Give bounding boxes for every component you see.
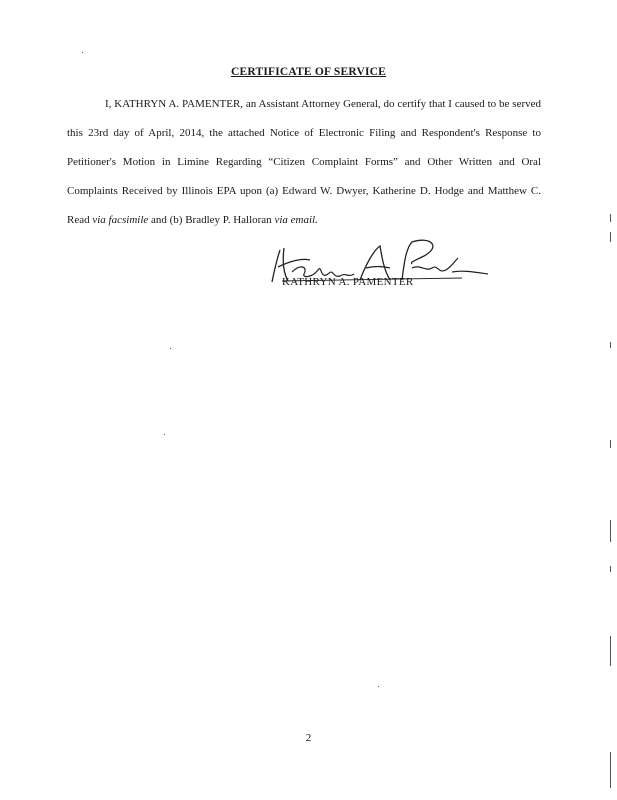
scan-artifact <box>170 348 171 349</box>
scan-artifact <box>610 566 611 572</box>
body-text-part-2: and (b) Bradley P. Halloran <box>148 214 275 226</box>
scan-artifact <box>378 686 379 687</box>
scan-artifact <box>610 520 611 542</box>
scan-artifact <box>610 342 611 348</box>
scan-artifact <box>610 752 611 788</box>
scan-artifact <box>610 232 611 242</box>
scan-artifact <box>82 52 83 53</box>
certificate-title: CERTIFICATE OF SERVICE <box>230 66 387 78</box>
certificate-body <box>67 90 541 235</box>
body-text-part-1: I, KATHRYN A. PAMENTER, an Assistant Attorney General, do certify that I caused to be served this 23rd day of April, 2014, the attached Notice of Electronic Filing and Respondent's Response to Petitioner's Motion in Limine Regarding “Citizen Complaint Forms” and Other Written and Oral Complaints Received by Illinois EPA upon (a) Edward W. Dwyer, Katherine D. Hodge and Matthew C. Read <box>67 98 541 226</box>
scan-artifact <box>610 636 611 666</box>
scan-artifact <box>164 434 165 435</box>
scan-artifact <box>610 214 611 222</box>
page-number: 2 <box>305 732 312 744</box>
scan-artifact <box>610 440 611 448</box>
via-email-text: via email. <box>274 214 318 226</box>
via-facsimile-text: via facsimile <box>92 214 149 226</box>
signature-name: KATHRYN A. PAMENTER <box>282 276 414 288</box>
